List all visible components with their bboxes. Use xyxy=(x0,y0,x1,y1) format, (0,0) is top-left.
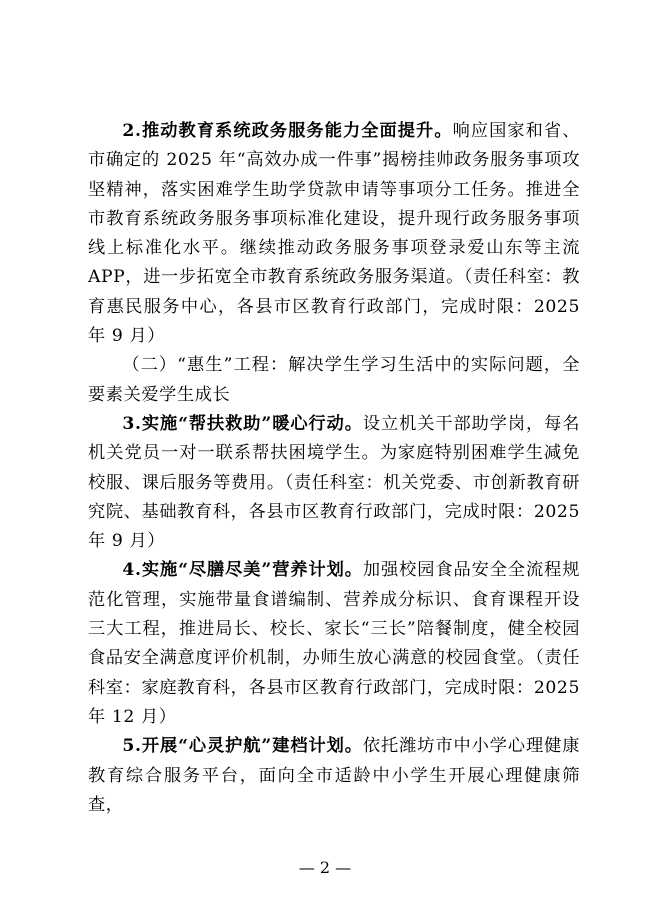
item-body: 加强校园食品安全全流程规范化管理，实施带量食谱编制、营养成分标识、食育课程开设三大工程，推进局长、校长、家长“三长”陪餐制度，健全校园食品安全满意度评价机制，办师生放心满意的校园食堂。（责任科室：家庭教育科，各县市区教育行政部门，完成时限：2025 年 12 月） xyxy=(88,560,580,727)
section-heading-text: （二）“惠生”工程：解决学生学习生活中的实际问题，全要素关爱学生成长 xyxy=(88,355,580,405)
item-body: 设立机关干部助学岗，每名机关党员一对一联系帮扶困境学生。为家庭特别困难学生减免校服、课后服务等费用。（责任科室：机关党委、市创新教育研究院、基础教育科，各县市区教育行政部门，完成时限：2025 年 9 月） xyxy=(88,413,580,552)
item-heading: 2.推动教育系统政务服务能力全面提升。 xyxy=(122,121,453,141)
paragraph-item-5 xyxy=(88,732,580,820)
document-body xyxy=(88,117,580,820)
paragraph-item-4 xyxy=(88,556,580,732)
item-heading: 5.开展“心灵护航”建档计划。 xyxy=(122,736,363,757)
section-heading-huisheng xyxy=(88,351,580,410)
paragraph-item-2 xyxy=(88,117,580,351)
item-heading: 3.实施“帮扶救助”暖心行动。 xyxy=(122,413,363,434)
page-number: — 2 — xyxy=(298,858,352,877)
item-body: 响应国家和省、市确定的 2025 年“高效办成一件事”揭榜挂帅政务服务事项攻坚精神，落实困难学生助学贷款申请等事项分工任务。推进全市教育系统政务服务事项标准化建设，提升现行政务服务事项线上标准化水平。继续推动政务服务事项登录爱山东等主流 APP，进一步拓宽全市教育系统政务服务渠道。（责任科室：教育惠民服务中心，各县市区教育行政部门，完成时限：2025 年 9 月） xyxy=(88,121,580,347)
item-heading: 4.实施“尽膳尽美”营养计划。 xyxy=(122,560,363,581)
item-body: 依托潍坊市中小学心理健康教育综合服务平台，面向全市适龄中小学生开展心理健康筛查， xyxy=(88,736,580,815)
paragraph-item-3 xyxy=(88,410,580,556)
